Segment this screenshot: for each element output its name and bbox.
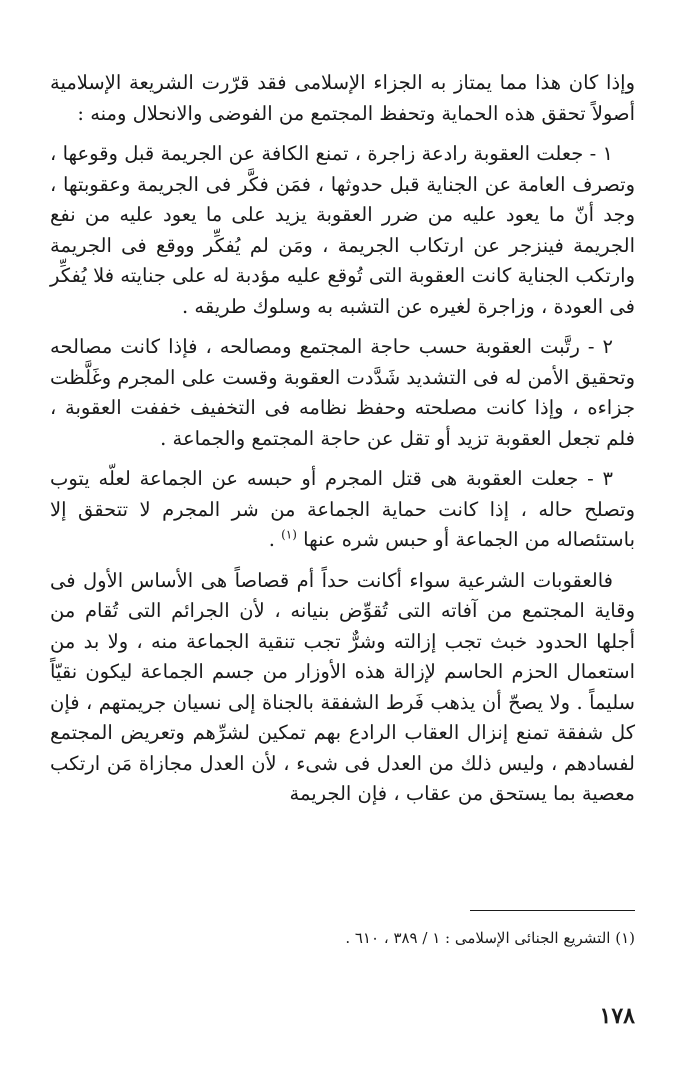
paragraph-text: ٢ - رتَّبت العقوبة حسب حاجة المجتمع ومصالحه ، فإذا كانت مصالحه وتحقيق الأمن له فى التشديد شَدَّدت العقوبة وقست على المجرم وغَلَّظت جزاءه ، وإذا كانت مصلحته وحفظ نظامه فى التخفيف خففت العقوبة ، فلم تجعل العقوبة تزيد أو تقل عن حاجة المجتمع والجماعة . [50, 335, 635, 450]
paragraph-text: ٣ - جعلت العقوبة هى قتل المجرم أو حبسه عن الجماعة لعلّه يتوب وتصلح حاله ، إذا كانت حماية الجماعة من شر المجرم لا تتحقق إلا باستئصاله من الجماعة أو حبس شره عنها [50, 467, 635, 551]
page-number-text: ١٧٨ [599, 1003, 635, 1029]
page-body [50, 68, 635, 820]
paragraph-end-punct: . [268, 528, 282, 551]
paragraph-text: ١ - جعلت العقوبة رادعة زاجرة ، تمنع الكافة عن الجريمة قبل وقوعها ، وتصرف العامة عن الجناية قبل حدوثها ، فمَن فكَّر فى الجريمة وعقوبتها ، وجد أنّ ما يعود عليه من ضرر العقوبة يزيد على ما يعود عليه من نفع الجريمة فينزجر عن ارتكاب الجريمة ، ومَن لم يُفكِّر ووقع فى الجريمة وارتكب الجناية كانت العقوبة التى تُوقع عليه مؤدبة له على جنايته فلا يُفكِّر فى العودة ، وزاجرة لغيره عن التشبه به وسلوك طريقه . [50, 142, 635, 318]
paragraph-point-3 [50, 464, 635, 556]
paragraph-conclusion [50, 566, 635, 810]
paragraph-point-2 [50, 332, 635, 454]
footnote-reference[interactable]: (١) [281, 527, 297, 542]
paragraph-text: وإذا كان هذا مما يمتاز به الجزاء الإسلامى فقد قرّرت الشريعة الإسلامية أصولاً تحقق هذه الحماية وتحفظ المجتمع من الفوضى والانحلال ومنه : [50, 71, 635, 125]
paragraph-text: فالعقوبات الشرعية سواء أكانت حداً أم قصاصاً هى الأساس الأول فى وقاية المجتمع من آفاته التى تُقوِّض بنيانه ، لأن الجرائم التى تُقام من أجلها الحدود خبث تجب إزالته وشرٌّ تجب تنقية الجماعة منه ، ولا بد من استعمال الحزم الحاسم لإزالة هذه الأوزار من جسم الجماعة ليكون نقيّاً سليماً . ولا يصحّ أن يذهب فَرط الشفقة بالجناة إلى نسيان جريمتهم ، فإن كل شفقة تمنع إنزال العقاب الرادع بهم تمكين لشرِّهم وتعريض المجتمع لفسادهم ، وليس ذلك من العدل فى شىء ، لأن العدل مجازاة مَن ارتكب معصية بما يستحق من عقاب ، فإن الجريمة [50, 568, 635, 805]
page-number [600, 1003, 635, 1029]
footnote-text: (١) التشريع الجنائى الإسلامى : ١ / ٣٨٩ ، ٦١٠ . [345, 929, 635, 947]
footnote [50, 927, 635, 949]
footnote-separator [470, 910, 635, 911]
paragraph-intro [50, 68, 635, 129]
paragraph-point-1 [50, 139, 635, 322]
